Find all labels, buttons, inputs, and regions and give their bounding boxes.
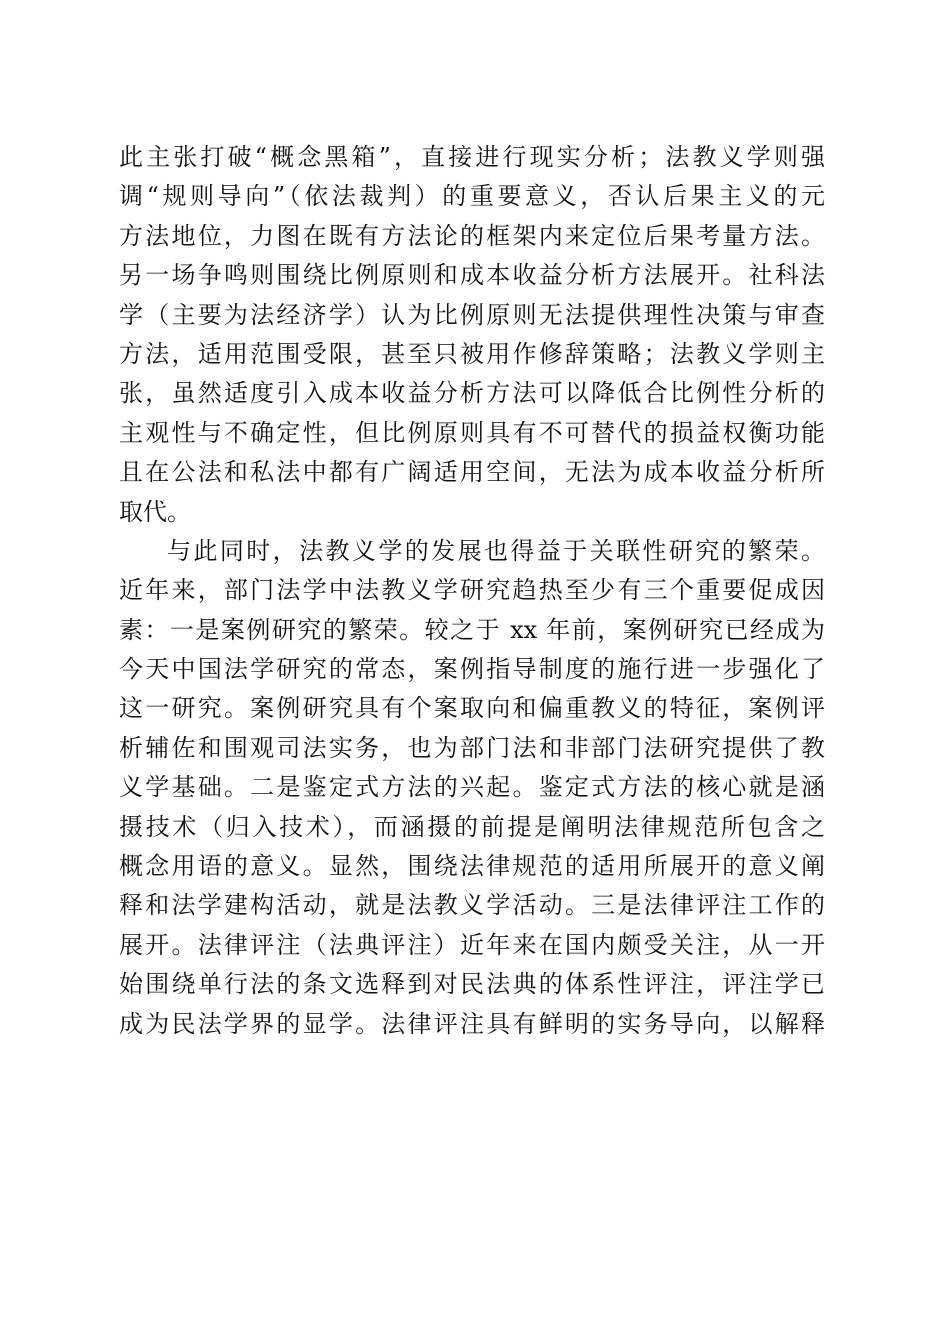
text-line: 且在公法和私法中都有广阔适用空间，无法为成本收益分析所 [119,458,825,487]
text-line: 概念用语的意义。显然，围绕法律规范的适用所展开的意义阐 [119,852,825,881]
text-line: 此主张打破“概念黑箱”，直接进行现实分析；法教义学则强 [119,143,825,171]
text-line: 方法地位，力图在既有方法论的框架内来定位后果考量方法。 [119,221,825,250]
text-line: 成为民法学界的显学。法律评注具有鲜明的实务导向，以解释 [119,1009,825,1038]
text-line: 近年来，部门法学中法教义学研究趋热至少有三个重要促成因 [119,576,825,605]
text-line: 展开。法律评注（法典评注）近年来在国内颇受关注，从一开 [119,930,825,959]
text-line: 另一场争鸣则围绕比例原则和成本收益分析方法展开。社科法 [119,261,825,290]
text-line: 学（主要为法经济学）认为比例原则无法提供理性决策与审查 [119,300,825,329]
text-line: 与此同时，法教义学的发展也得益于关联性研究的繁荣。 [167,536,825,565]
paragraph-1 [119,138,825,532]
text-line: 析辅佐和围观司法实务，也为部门法和非部门法研究提供了教 [119,733,825,762]
text-line: 摄技术（归入技术），而涵摄的前提是阐明法律规范所包含之 [119,812,825,841]
text-line: 这一研究。案例研究具有个案取向和偏重教义的特征，案例评 [119,694,825,723]
text-line: 义学基础。二是鉴定式方法的兴起。鉴定式方法的核心就是涵 [119,773,825,802]
paragraph-2 [119,532,825,1044]
text-line: 方法，适用范围受限，甚至只被用作修辞策略；法教义学则主 [119,339,825,368]
text-line: 素：一是案例研究的繁荣。较之于 xx 年前，案例研究已经成为 [119,615,825,644]
text-line: 释和法学建构活动，就是法教义学活动。三是法律评注工作的 [119,891,825,920]
text-line: 主观性与不确定性，但比例原则具有不可替代的损益权衡功能 [119,418,825,447]
text-line: 始围绕单行法的条文选释到对民法典的体系性评注，评注学已 [119,970,825,999]
text-line: 张，虽然适度引入成本收益分析方法可以降低合比例性分析的 [119,379,825,408]
text-line: 取代。 [119,497,191,526]
body-text [119,138,825,1044]
text-line: 今天中国法学研究的常态，案例指导制度的施行进一步强化了 [119,655,825,684]
text-line: 调“规则导向”（依法裁判）的重要意义，否认后果主义的元 [119,182,825,211]
